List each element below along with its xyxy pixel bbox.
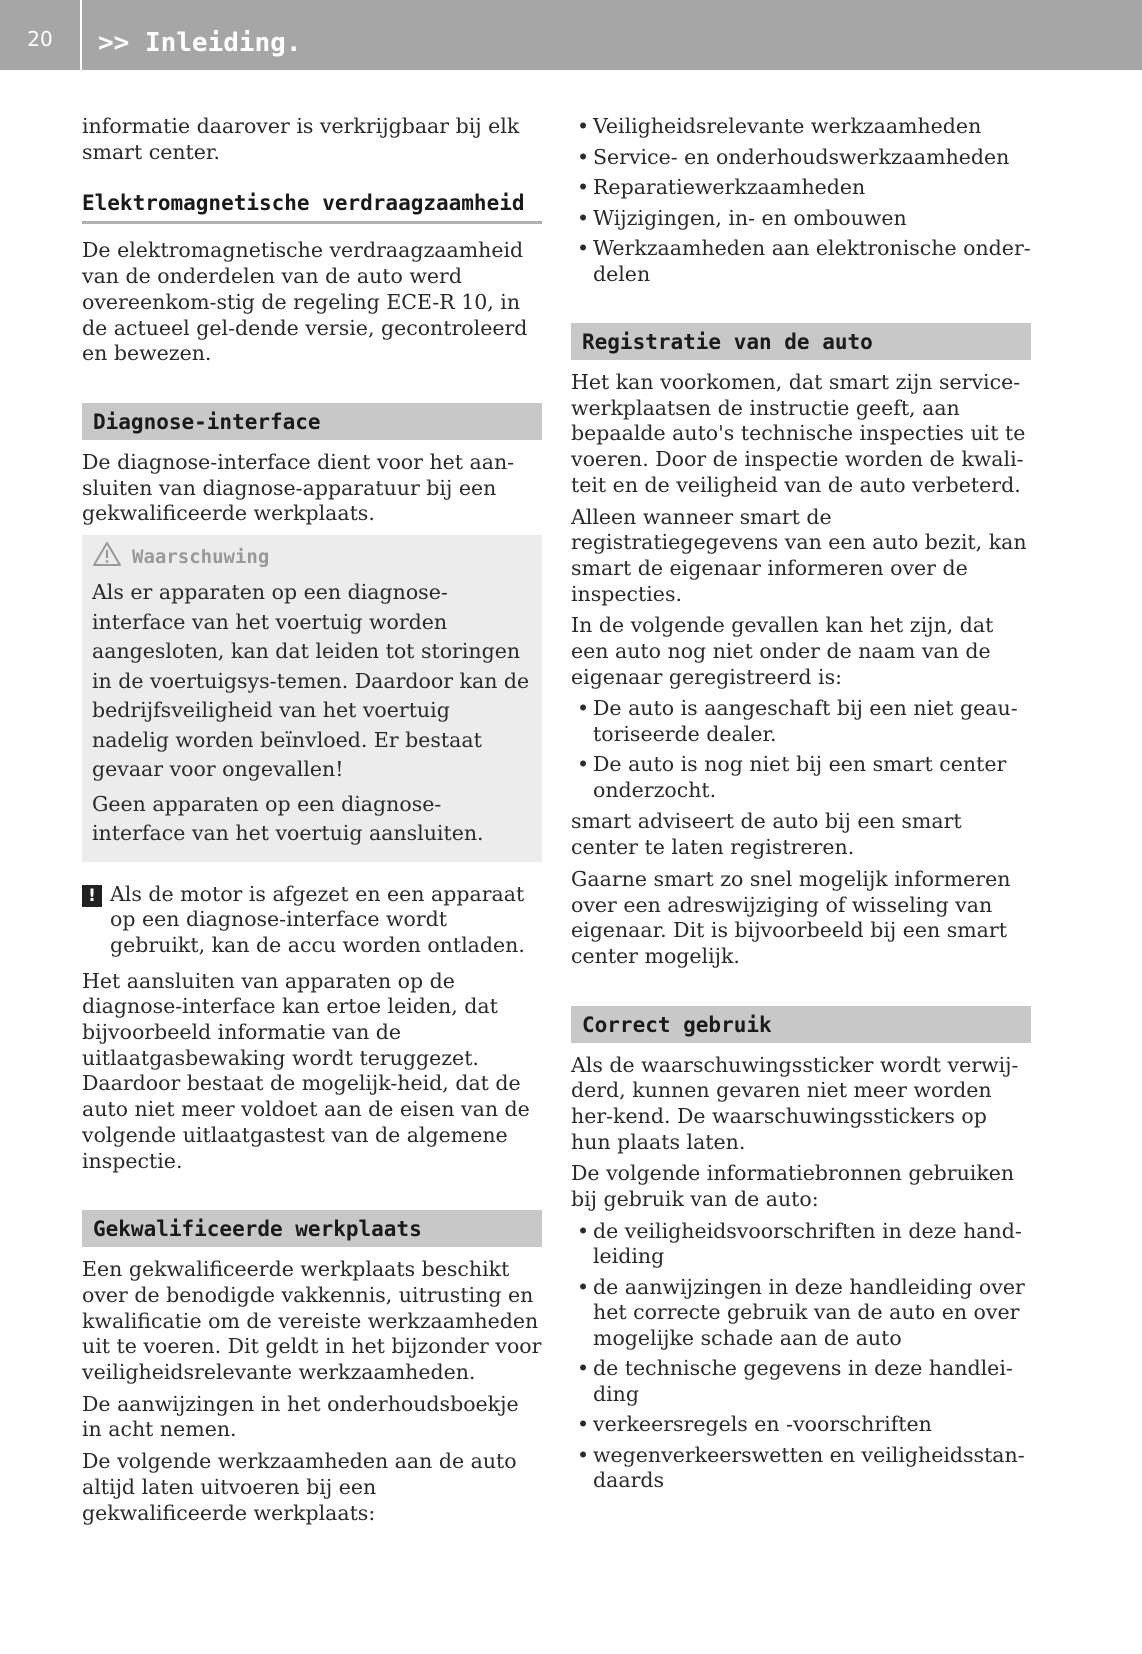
workshop-text-2: De aanwijzingen in het onderhoudsboekje in acht nemen. bbox=[82, 1391, 519, 1442]
page-header bbox=[0, 0, 1142, 70]
list-item: • wegenverkeerswetten en veiligheidsstan-daards bbox=[571, 1443, 1031, 1494]
registration-list bbox=[571, 696, 1031, 803]
list-item: • Werkzaamheden aan elektronische onder-delen bbox=[571, 236, 1031, 287]
workshop-text-3: De volgende werkzaamheden aan de auto altijd laten uitvoeren bij een gekwalificeerde werkplaats: bbox=[82, 1449, 517, 1525]
page-number: 20 bbox=[27, 27, 53, 51]
work-list bbox=[571, 114, 1031, 287]
left-column bbox=[82, 114, 542, 1532]
correct-use-heading: Correct gebruik bbox=[571, 1006, 1031, 1043]
list-item: • Reparatiewerkzaamheden bbox=[571, 175, 1031, 201]
workshop-text-1: Een gekwalificeerde werkplaats beschikt over de benodigde vakkennis, uitrusting en kwalificatie om de vereiste werkzaamheden uit te voeren. Dit geldt in het bijzonder voor veiligheidsrelevante werkzaamheden. bbox=[82, 1257, 542, 1385]
correct-use-text-1: Als de waarschuwingssticker wordt verwij-derd, kunnen gevaren niet meer worden her-kend. De waarschuwingsstickers op hun plaats laten. bbox=[571, 1052, 1019, 1154]
header-divider bbox=[80, 0, 82, 70]
registration-heading: Registratie van de auto bbox=[571, 323, 1031, 360]
diagnose-text-2: Het aansluiten van apparaten op de diagnose-interface kan ertoe leiden, dat bijvoorbeeld informatie van de uitlaatgasbewaking wordt teruggezet. Daardoor bestaat de mogelijk-heid, dat de auto niet meer voldoet aan de eisen van de volgende uitlaatgastest van de algemene inspectie. bbox=[82, 968, 530, 1173]
note-block bbox=[82, 882, 542, 959]
list-item: • De auto is aangeschaft bij een niet geau-toriseerde dealer. bbox=[571, 696, 1031, 747]
list-item: • de aanwijzingen in deze handleiding over het correcte gebruik van de auto en over mogelijke schade aan de auto bbox=[571, 1275, 1031, 1352]
warning-triangle-icon bbox=[92, 541, 122, 572]
list-item: • Wijzigingen, in- en ombouwen bbox=[571, 206, 1031, 232]
diagnose-heading: Diagnose-interface bbox=[82, 403, 542, 440]
note-text: Als de motor is afgezet en een apparaat op een diagnose-interface wordt gebruikt, kan de accu worden ontladen. bbox=[110, 881, 525, 957]
emc-text: De elektromagnetische verdraagzaamheid van de onderdelen van de auto werd overeenkom-stig de regeling ECE-R 10, in de actueel gel-dende versie, gecontroleerd en bewezen. bbox=[82, 238, 528, 366]
list-item: • Veiligheidsrelevante werkzaamheden bbox=[571, 114, 1031, 140]
list-item: • de technische gegevens in deze handlei-ding bbox=[571, 1356, 1031, 1407]
list-item: • Service- en onderhoudswerkzaamheden bbox=[571, 145, 1031, 171]
registration-text-5: Gaarne smart zo snel mogelijk informeren over een adreswijziging of wisseling van eigenaar. Dit is bijvoorbeeld bij een smart center mogelijk. bbox=[571, 866, 1011, 968]
warning-box bbox=[82, 535, 542, 862]
registration-text-4: smart adviseert de auto bij een smart center te laten registreren. bbox=[571, 809, 962, 860]
warning-text-2: Geen apparaten op een diagnose-interface van het voertuig aansluiten. bbox=[92, 791, 484, 846]
list-item: • verkeersregels en -voorschriften bbox=[571, 1412, 1031, 1438]
chapter-title: >> Inleiding. bbox=[98, 28, 302, 58]
registration-text-1: Het kan voorkomen, dat smart zijn service-werkplaatsen de instructie geeft, aan bepaalde auto's technische inspecties uit te voeren. Door de inspectie worden de kwali-teit en de veiligheid van de auto verbeterd. bbox=[571, 370, 1026, 497]
diagnose-text: De diagnose-interface dient voor het aan-sluiten van diagnose-apparatuur bij een gekwalificeerde werkplaats. bbox=[82, 449, 515, 526]
correct-use-text-2: De volgende informatiebronnen gebruiken bij gebruik van de auto: bbox=[571, 1161, 1015, 1212]
warning-text-1: Als er apparaten op een diagnose-interface van het voertuig worden aangesloten, kan dat leiden tot storingen in de voertuigsys-temen. Daardoor kan de bedrijfsveiligheid van het voertuig nadelig worden beïnvloed. Er bestaat gevaar voor ongevallen! bbox=[92, 580, 530, 782]
workshop-heading: Gekwalificeerde werkplaats bbox=[82, 1210, 542, 1247]
warning-header bbox=[92, 541, 532, 572]
right-column bbox=[571, 114, 1031, 1500]
emc-heading: Elektromagnetische verdraagzaamheid bbox=[82, 189, 542, 224]
registration-text-2: Alleen wanneer smart de registratiegegevens van een auto bezit, kan smart de eigenaar informeren over de inspecties. bbox=[571, 504, 1027, 606]
registration-text-3: In de volgende gevallen kan het zijn, dat een auto nog niet onder de naam van de eigenaar geregistreerd is: bbox=[571, 613, 994, 689]
intro-text: informatie daarover is verkrijgbaar bij elk smart center. bbox=[82, 114, 520, 164]
info-sources-list bbox=[571, 1219, 1031, 1494]
list-item: • de veiligheidsvoorschriften in deze hand-leiding bbox=[571, 1219, 1031, 1270]
list-item: • De auto is nog niet bij een smart center onderzocht. bbox=[571, 752, 1031, 803]
exclamation-icon: ! bbox=[82, 885, 102, 907]
warning-title: Waarschuwing bbox=[132, 545, 270, 568]
